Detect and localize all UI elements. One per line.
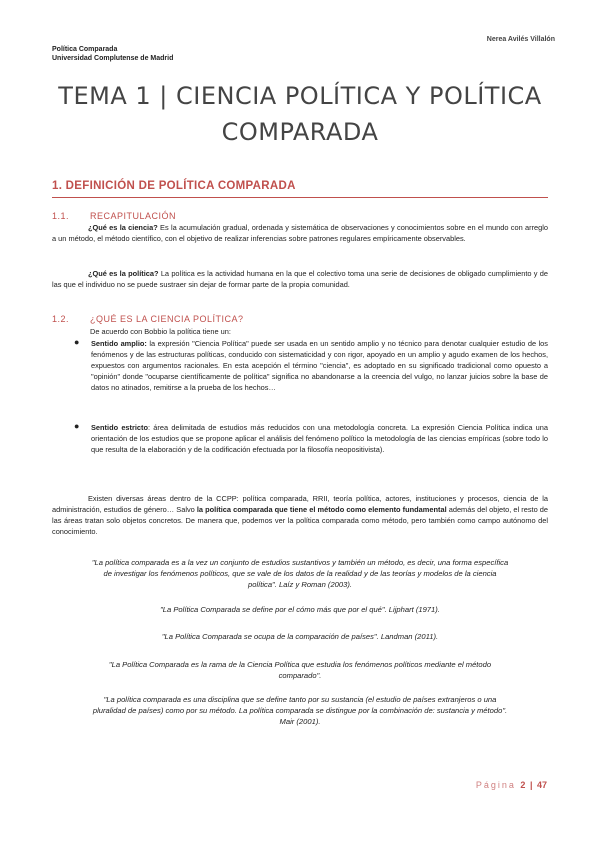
term-sentido-estricto: Sentido estricto [91, 423, 149, 432]
paragraph-politica [52, 268, 548, 290]
list-item-sentido-estricto [91, 422, 548, 455]
subsection-1-number: 1.1. [52, 211, 70, 221]
university-name: Universidad Complutense de Madrid [52, 55, 174, 62]
areas-text-b: además del objeto, el resto de las áreas tratan solo objetos concretos. De manera que, podemos ver la política comparada como método, pero también como campo autónomo del conocimiento. [52, 505, 549, 536]
course-name: Política Comparada [52, 46, 118, 53]
term-sentido-amplio: Sentido amplio: [91, 339, 147, 348]
paragraph-ciencia [52, 222, 548, 244]
question-ciencia: ¿Qué es la ciencia? [88, 223, 158, 232]
bullet-icon: ● [74, 337, 80, 347]
page-number-footer [476, 780, 547, 790]
footer-separator: | [529, 780, 533, 790]
quote-laiz-roman: "La política comparada es a la vez un conjunto de estudios sustantivos y también un método, es decir, una forma específica de investigar los fenómenos políticos, que se vale de los datos de la realidad y de las teorías y modelos de la ciencia política". Laíz y Roman (2003). [91, 558, 509, 589]
quote-rama-ciencia-politica: "La Política Comparada es la rama de la Ciencia Política que estudia los fenómenos políticos mediante el método comparado". [108, 660, 492, 680]
areas-text-a: Existen diversas áreas dentro de la CCPP: política comparada, RRII, teoría política, actores, instituciones y procesos, ciencia de la administración, estudios de género… Salvo [52, 494, 548, 514]
quote-landman: "La Política Comparada se ocupa de la comparación de países". Landman (2011). [161, 632, 439, 641]
areas-emphasis: la política comparada que tiene el método como elemento fundamental [196, 505, 447, 514]
section-heading: 1. DEFINICIÓN DE POLÍTICA COMPARADA [52, 180, 296, 192]
title-line-1: TEMA 1 | CIENCIA POLÍTICA Y POLÍTICA [58, 82, 542, 110]
subsection-1-heading: RECAPITULACIÓN [90, 211, 177, 221]
answer-ciencia: Es la acumulación gradual, ordenada y sistemática de observaciones y conocimientos sobre en el mundo con arreglo a un método, el método científico, con el objetivo de realizar inferencias sobre patrones regulares empíricamente observables. [52, 223, 548, 243]
quote-lijphart: "La Política Comparada se define por el cómo más que por el qué". Lijphart (1971). [160, 605, 440, 614]
bullet-icon: ● [74, 421, 80, 431]
bobbio-intro: De acuerdo con Bobbio la política tiene un: [90, 327, 231, 336]
subsection-2-number: 1.2. [52, 314, 70, 324]
author-name: Nerea Avilés Villalón [486, 36, 555, 43]
footer-page: 2 [520, 780, 526, 790]
list-item-sentido-amplio [91, 338, 548, 393]
page-title [40, 78, 560, 150]
subsection-2-heading: ¿QUÉ ES LA CIENCIA POLÍTICA? [90, 314, 244, 324]
paragraph-areas-ccpp [52, 493, 548, 537]
answer-politica: La política es la actividad humana en la que el colectivo toma una serie de decisiones de obligado cumplimiento y de las que el individuo no se puede sustraer sin dejar de formar parte de la propia comunidad. [52, 269, 548, 289]
question-politica: ¿Qué es la política? [88, 269, 159, 278]
title-line-2: COMPARADA [221, 118, 379, 146]
quote-mair: "La política comparada es una disciplina que se define tanto por su sustancia (el estudio de países extranjeros o una pluralidad de países) como por su método. La política comparada se distingue por la combinación de: sustancia y método". Mair (2001). [92, 695, 508, 726]
footer-total: 47 [536, 780, 547, 790]
def-sentido-amplio: la expresión "Ciencia Política" puede ser usada en un sentido amplio y no técnico para denotar cualquier estudio de los fenómenos y de las estructuras políticas, conducido con sistematicidad y con rigor, apoyado en un amplio y agudo examen de los hechos, expuestos con argumentos racionales. En esta acepción el término "ciencia", es adoptado en su significado tradicional como opuesto a "opinión" donde "ocuparse científicamente de política" significa no abandonarse a la creencia del vulgo, no lanzar juicios sobre la base de datos no atinados, remitirse a la prueba de los hechos… [91, 339, 548, 392]
def-sentido-estricto: : área delimitada de estudios más reducidos con una metodología concreta. La expresión Ciencia Política indica una orientación de los estudios que se propone aplicar el análisis del fenómeno político la metodología de las ciencias empíricas (sobre todo lo que resulta de la elaboración y de la codificación efectuada por la filosofía neopositivista). [91, 423, 548, 454]
section-rule [52, 197, 548, 198]
footer-label: Página [475, 780, 516, 790]
